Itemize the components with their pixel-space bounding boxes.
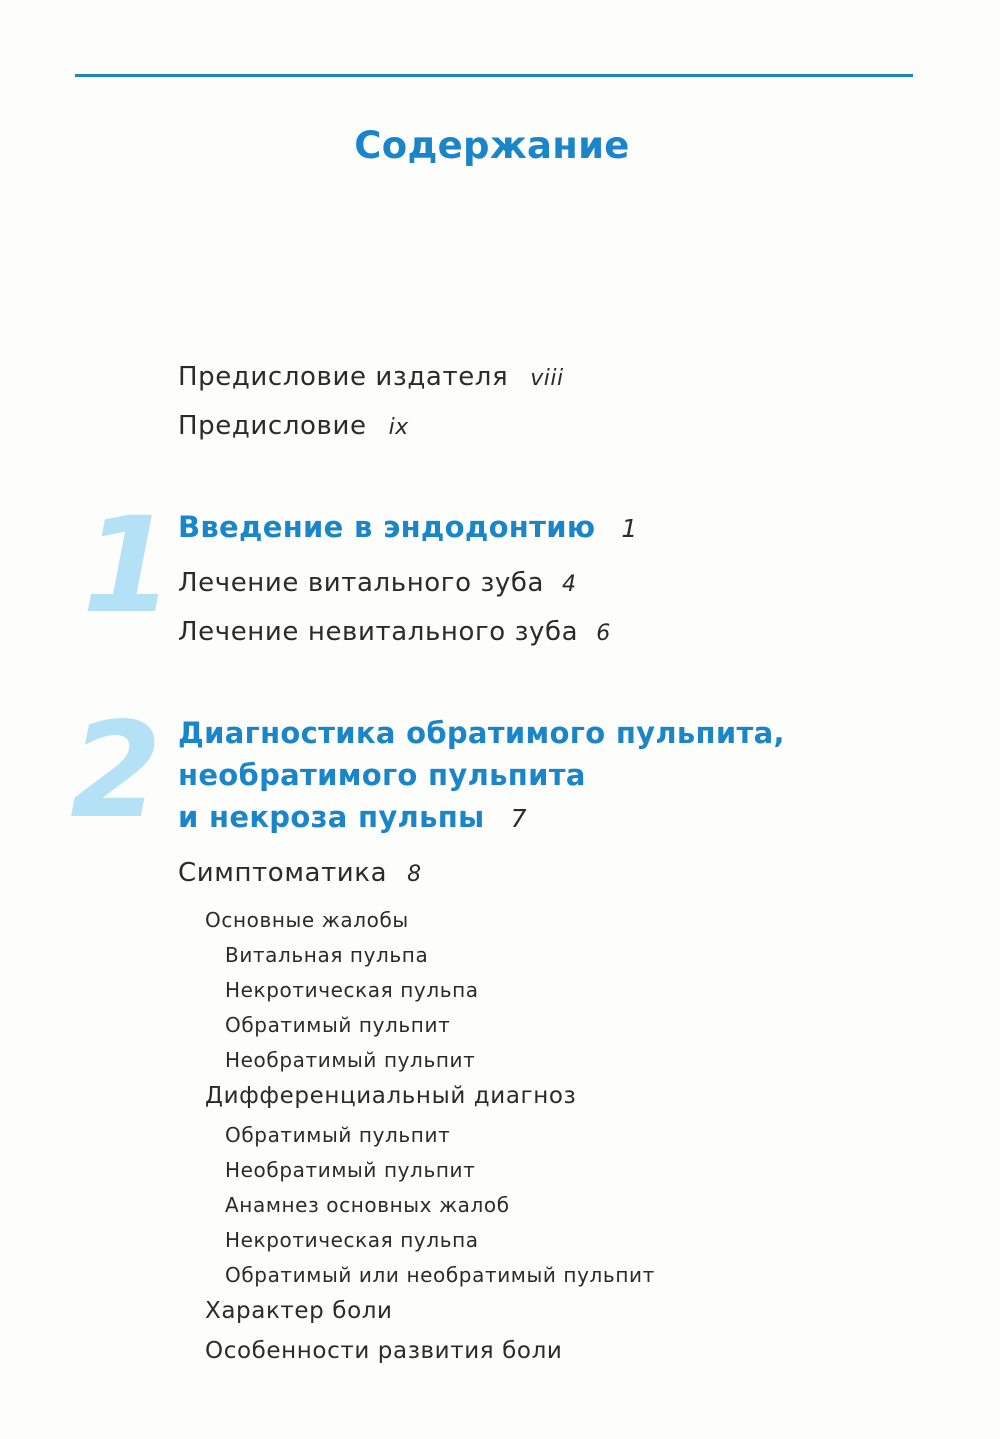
chapter-2-number: 2	[70, 694, 162, 848]
chapter-1-number: 1	[82, 489, 174, 643]
toc-entry-page: viii	[530, 366, 564, 391]
toc-entry-label: Лечение невитального зуба	[178, 617, 579, 647]
chapter-page: 1	[621, 514, 638, 543]
chapter-title-line: необратимого пульпита	[178, 758, 586, 792]
toc-subentry[interactable]: Обратимый или необратимый пульпит	[225, 1263, 655, 1287]
toc-subentry[interactable]: Обратимый пульпит	[225, 1123, 451, 1147]
toc-subentry[interactable]: Некротическая пульпа	[225, 978, 479, 1002]
toc-entry-label: Предисловие	[178, 411, 367, 441]
page-title: Содержание	[354, 124, 630, 167]
toc-subentry[interactable]: Витальная пульпа	[225, 943, 429, 967]
toc-entry-page: 6	[596, 621, 611, 646]
toc-subentry[interactable]: Необратимый пульпит	[225, 1048, 476, 1072]
chapter-title-text: Введение в эндодонтию	[178, 510, 596, 544]
toc-entry-publisher-preface[interactable]	[178, 362, 564, 392]
toc-subentry[interactable]: Основные жалобы	[205, 908, 409, 932]
toc-entry-page: ix	[388, 415, 409, 440]
toc-entry-label: Предисловие издателя	[178, 362, 509, 392]
toc-subentry[interactable]: Анамнез основных жалоб	[225, 1193, 510, 1217]
toc-subentry[interactable]: Особенности развития боли	[205, 1338, 563, 1364]
toc-entry-label: Лечение витального зуба	[178, 568, 545, 598]
chapter-2-title[interactable]	[178, 712, 785, 840]
chapter-page: 7	[510, 804, 527, 833]
chapter-1-title[interactable]	[178, 506, 638, 550]
toc-subentry[interactable]: Дифференциальный диагноз	[205, 1083, 577, 1109]
toc-entry-symptoms[interactable]	[178, 858, 422, 888]
toc-subentry[interactable]: Характер боли	[205, 1298, 393, 1324]
toc-entry-page: 8	[407, 862, 422, 887]
toc-entry-nonvital-tooth[interactable]	[178, 617, 611, 647]
chapter-title-line: и некроза пульпы	[178, 800, 485, 834]
toc-subentry[interactable]: Необратимый пульпит	[225, 1158, 476, 1182]
chapter-title-line: Диагностика обратимого пульпита,	[178, 716, 785, 750]
header-rule	[75, 74, 913, 77]
toc-entry-vital-tooth[interactable]	[178, 568, 577, 598]
toc-subentry[interactable]: Обратимый пульпит	[225, 1013, 451, 1037]
toc-entry-preface[interactable]	[178, 411, 409, 441]
toc-entry-label: Симптоматика	[178, 858, 388, 888]
toc-subentry[interactable]: Некротическая пульпа	[225, 1228, 479, 1252]
toc-entry-page: 4	[562, 572, 577, 597]
